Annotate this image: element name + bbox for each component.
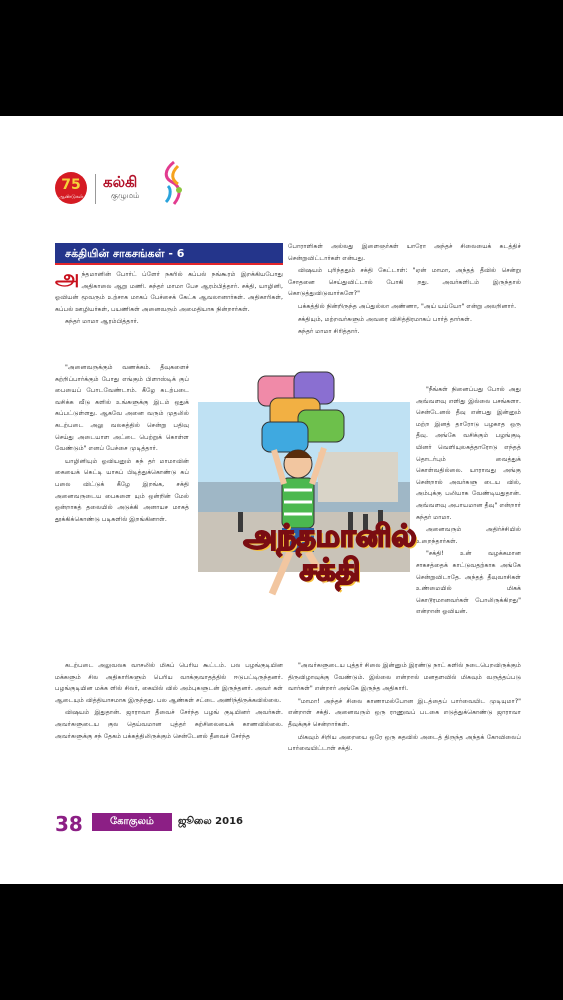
brand-title: கல்கி xyxy=(103,173,138,191)
column-2-top xyxy=(288,241,521,339)
paragraph: சக்தியும், மற்றவர்களும் அவரை விசித்திரமாகப் பார்த் தார்கள். xyxy=(298,315,472,323)
article-title xyxy=(240,520,420,588)
kalki-logo xyxy=(103,173,139,201)
logo-divider xyxy=(95,174,96,204)
badge-sub: ஆண்டுகள் xyxy=(58,194,84,200)
title-line-1: அந்தமானில் xyxy=(243,519,417,554)
page-number: 38 xyxy=(55,812,83,836)
girl-carrying-bags-illustration xyxy=(198,362,410,650)
paragraph: அந்தமானின் போர்ட் ப்ளேர் நகரில் கப்பல் நங்கூரம் இறக்கியபோது அதிகாலை ஆறு மணி. சுந்தர் மாமா பேச ஆரம்பித்தார். சக்தி, யாழினி, ஓவியன் மூவரும் உற்சாக மாகப் பேச்சைக் கேட்க ஆவலானார்கள். அதிகாரிகள், கப்பல் ஊழியர்கள், பயணிகள் அனைவரும் அமைதியாக நின்றார்கள். xyxy=(55,266,283,313)
paragraph: கடற்படை அலுவலக வாசலில் மிகப் பெரிய கூட்டம். பல பழங்குடியின மக்களும் சில அதிகாரிகளும் பெரிய வாக்குவாதத்தில் ஈடுபட்டிருந்தனர். பழங்குடியின மக்க ளில் சிலர், கையில் வில் அம்புகளுடன் இருந்தனர். அவர் கள் ஆடையும் வித்தியாசமாக இருந்தது. பல ஆண்கள் சட்டை அணிந்திருக்கவில்லை. xyxy=(55,662,283,704)
magazine-page xyxy=(0,116,563,884)
brand-sub: குழுமம் xyxy=(111,191,140,200)
paragraph: "நீங்கள் நினைப்பது போல் அது அவ்வளவு எளிது இல்லை பசங்களா. சென்டேனல் தீவு என்பது இன்னும் மற்ற இனத் தாரோடு பழகாத ஒரு தீவு. அங்கே வசிக்கும் பழங்குடி யினர் வெளியுலகத்தாரோடு எந்தத் தொடர்பும் வைத்துக் கொள்வதில்லை. யாராவது அங்கு சென்றால் அவர்களு டைய வில், அம்புக்கு பலியாக வேண்டியதுதான். அவ்வளவு அபாயமான தீவு" என்றார் சுந்தர் மாமா. xyxy=(416,386,521,521)
paragraph: அனைவரும் அதிர்ச்சியில் உறைந்தார்கள். xyxy=(416,526,521,545)
paragraph: மிகவும் சிறிய அறையை ஒரே ஒரு கதவில் அடைத் திருந்த அந்தக் கோவிலைப் பார்வையிட்டாள் சக்தி. xyxy=(288,733,521,753)
kalki-swirl-icon xyxy=(160,160,186,206)
column-1-top xyxy=(55,266,283,329)
column-1-bottom xyxy=(55,660,283,743)
magazine-name: கோகுலம் xyxy=(92,813,172,831)
column-2-bottom xyxy=(288,660,521,756)
paragraph: விஷயம் புரிந்ததும் சக்தி கேட்டாள்: "ஏன் மாமா, அந்தத் தீவில் சென்று சோதனை செய்துவிட்டால் போகி றது. அவர்களிடம் இருந்தால் கொடுத்துவிடுவார்களே?" xyxy=(288,267,521,298)
paragraph: விஷயம் இதுதான். ஜாராவா தீவைச் சேர்ந்த பழங் குடியினர் அவர்கள். அவர்களுடைய குல தெய்வமான புத்தர் சுற்சிலையைக் காணவில்லை. அவர்களுக்கு சந் தேகம் பக்கத்திலிருக்கும் சென்டேனல் தீவைச் சேர்ந்த xyxy=(55,709,283,740)
title-line-2: சக்தி xyxy=(299,553,361,588)
paragraph: சுந்தர் மாமா சிரித்தார். xyxy=(298,328,360,336)
paragraph: "சக்தி! உன் வழக்கமான சாகசத்தைக் காட்டுவதற்காக அங்கே சென்றுவிடாதே. அந்தத் தீவுவாசிகள் உண்மையில் மிகக் கொடூரமானவர்கள் போலிருக்கிறது" என்றான் ஓவியன். xyxy=(416,550,521,616)
anniversary-badge-icon xyxy=(55,172,87,204)
paragraph: போராளிகள் அல்லது இளைஞர்கள் யாரோ அந்தச் சிலையைக் கடத்திச் சென்றுவிட்டார்கள் என்பது. xyxy=(288,243,521,262)
paragraph: பக்கத்தில் நின்றிருந்த அப்துல்லா அண்ணா, "அய் யய்யோ" என்று அலறினார். xyxy=(298,302,517,310)
issue-date: ஜூலை 2016 xyxy=(178,816,243,827)
paragraph: யாழினியும் ஓவியனும் சுந் தர் மாமாவின் கையைக் கெட்டி யாகப் பிடித்துக்கொண்டு கப் பலை விட்டுக் கீழே இறங்க, சக்தி அனைவருடைய பைகளை யும் ஒன்றின் மேல் ஒன்றாகத் தலையில் அடுக்கி அனாயச மாகத் தூக்கிக்கொண்டு படிகளில் இறங்கினாள். xyxy=(55,457,189,523)
column-2-narrow xyxy=(416,384,521,619)
paragraph: "அவர்களுடைய புத்தர் சிலை இன்னும் இரண்டு நாட் களில் நடைபெறவிருக்கும் திருவிழாவுக்கு வேண்டும். இல்லை என்றால் மனதளவில் மிகவும் வருத்தப்படு வார்கள்" என்றார் அங்கே இருந்த அதிகாரி. xyxy=(288,662,521,693)
column-1-narrow xyxy=(55,362,189,526)
drop-cap: அ xyxy=(55,266,80,291)
series-heading: சக்தியின் சாகசங்கள் - 6 xyxy=(55,243,283,265)
paragraph: "அனைவருக்கும் வணக்கம். தீவுகளைச் சுற்றிப்பார்க்கும் போது எங்கும் பிளாஸ்டிக் குப் பையைப் போடவேண்டாம். கீழே கடற்படை வசிக்க வீடு களில் உங்களுக்கு இடம் ஒதுக் கப்பட்டுள்ளது. ஆகவே அனை வரும் முதலில் கடற்படை அலு வலகத்தில் சென்று பதிவு செய்து அடையாள அட்டை பெற்றுக் கொள்ள வேண்டும்" எனப் பேச்சை முடித்தார். xyxy=(55,364,189,453)
paragraph: சுந்தர் மாமா ஆரம்பித்தார். xyxy=(65,318,139,326)
badge-number: 75 xyxy=(61,177,81,193)
paragraph: "மாமா! அந்தச் சிலை காணாமல்போன இடத்தைப் பார்வையிட முடியுமா?" என்றாள் சக்தி. அனைவரும் ஒரு ராணுவப் படகை எடுத்துக்கொண்டு ஜாராவா தீவுக்குச் சென்றார்கள். xyxy=(288,697,521,728)
